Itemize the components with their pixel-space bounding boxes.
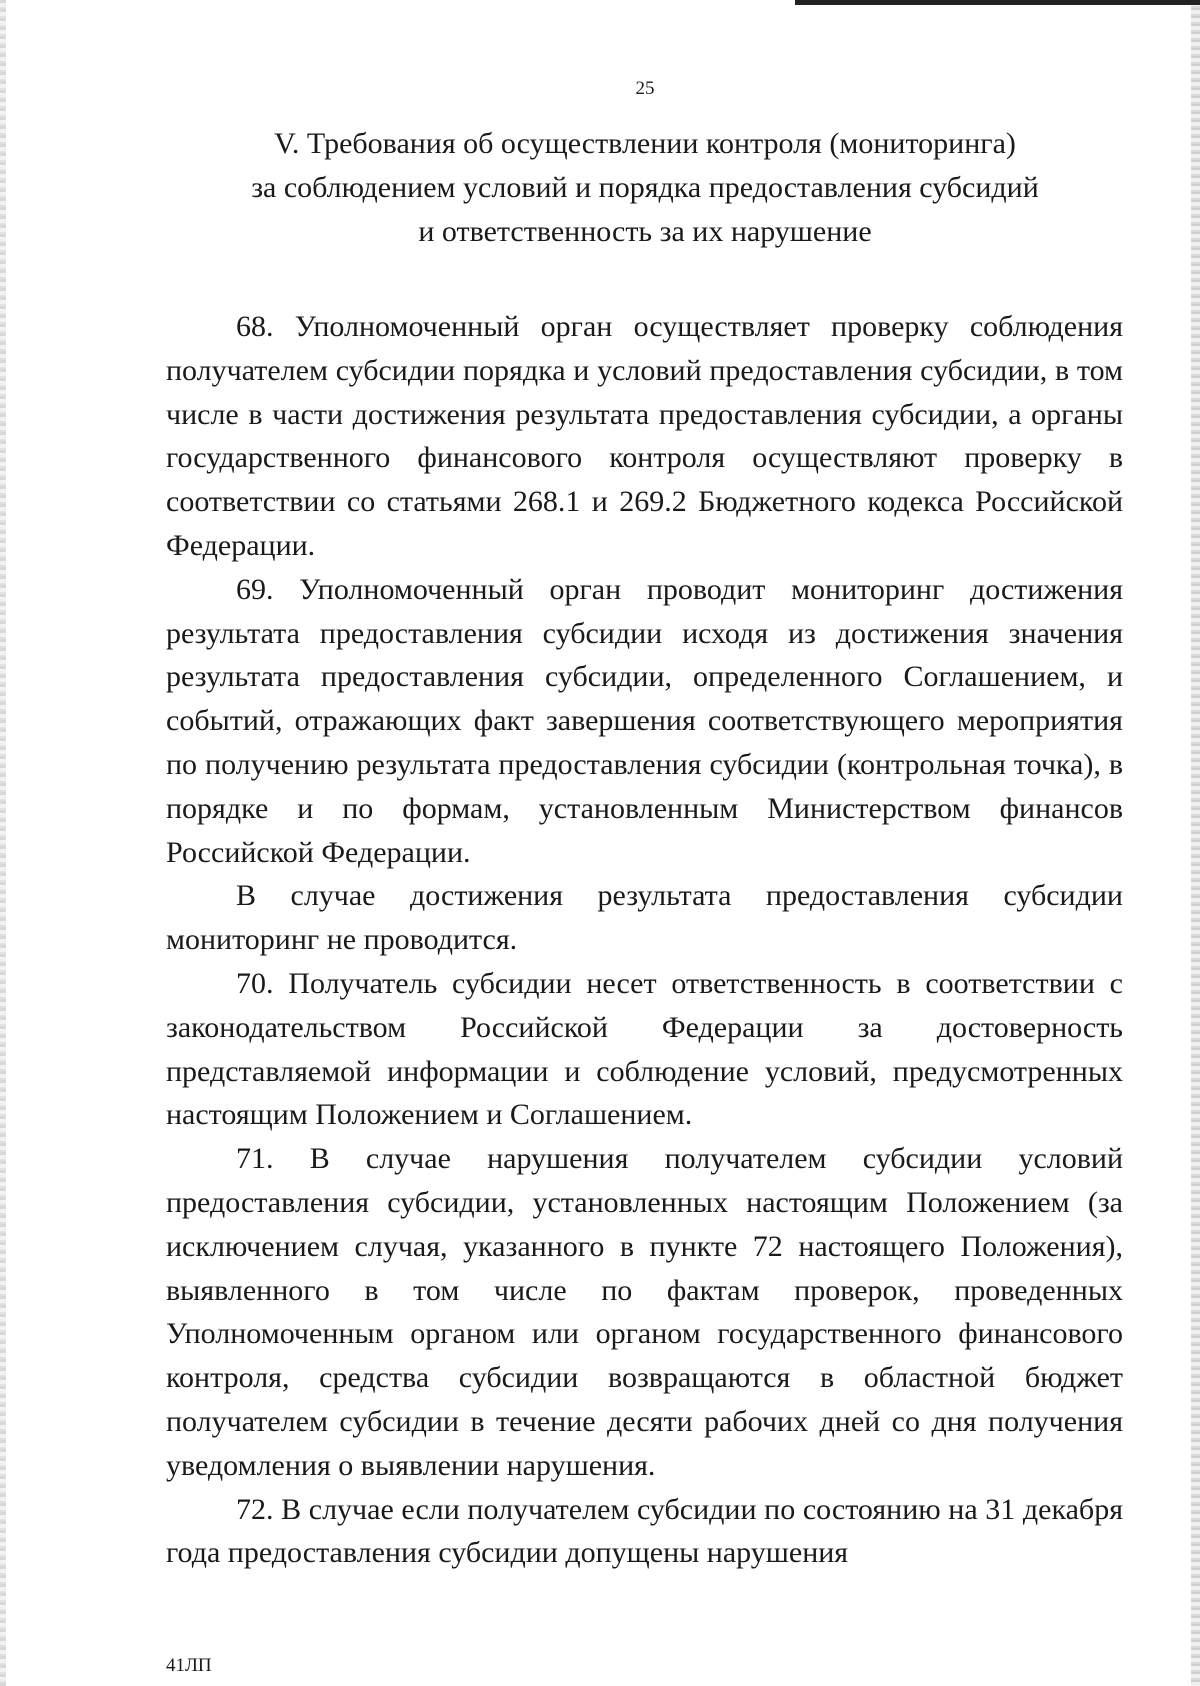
paragraph-69-note: В случае достижения результата предоставления субсидии мониторинг не проводится. bbox=[166, 879, 1123, 957]
document-code: 41ЛП bbox=[166, 1655, 212, 1676]
heading-line-3: и ответственность за их нарушение bbox=[418, 215, 872, 248]
paragraph-70: 70. Получатель субсидии несет ответственность в соответствии с законодательством Российской Федерации за достоверность представляемой информации и соблюдение условий, предусмотренных настоящим Положением и Соглашением. bbox=[166, 966, 1123, 1132]
paragraph-71: 71. В случае нарушения получателем субсидии условий предоставления субсидии, установленных настоящим Положением (за исключением случая, указанного в пункте 72 настоящего Положения), выявленного в том числе по фактам проверок, проведенных Уполномоченным органом или органом государственного финансового контроля, средства субсидии возвращаются в областной бюджет получателем субсидии в течение десяти рабочих дней со дня получения уведомления о выявлении нарушения. bbox=[166, 1142, 1123, 1482]
paragraph-72: 72. В случае если получателем субсидии по состоянию на 31 декабря года предоставления субсидии допущены нарушения bbox=[166, 1492, 1123, 1570]
page-number: 25 bbox=[635, 78, 655, 99]
paragraph-69: 69. Уполномоченный орган проводит мониторинг достижения результата предоставления субсидии исходя из достижения значения результата предоставления субсидии, определенного Соглашением, и событий, отражающих факт завершения соответствующего мероприятия по получению результата предоставления субсидии (контрольная точка), в порядке и по формам, установленным Министерством финансов Российской Федерации. bbox=[166, 572, 1123, 869]
section-heading bbox=[0, 122, 1200, 254]
document-body bbox=[166, 305, 1123, 1575]
heading-line-2: за соблюдением условий и порядка предоставления субсидий bbox=[251, 171, 1039, 204]
scan-top-border bbox=[795, 0, 1200, 5]
heading-line-1: V. Требования об осуществлении контроля (мониторинга) bbox=[274, 127, 1016, 160]
paragraph-68: 68. Уполномоченный орган осуществляет проверку соблюдения получателем субсидии порядка и условий предоставления субсидии, в том числе в части достижения результата предоставления субсидии, а органы государственного финансового контроля осуществляют проверку в соответствии со статьями 268.1 и 269.2 Бюджетного кодекса Российской Федерации. bbox=[166, 310, 1123, 562]
